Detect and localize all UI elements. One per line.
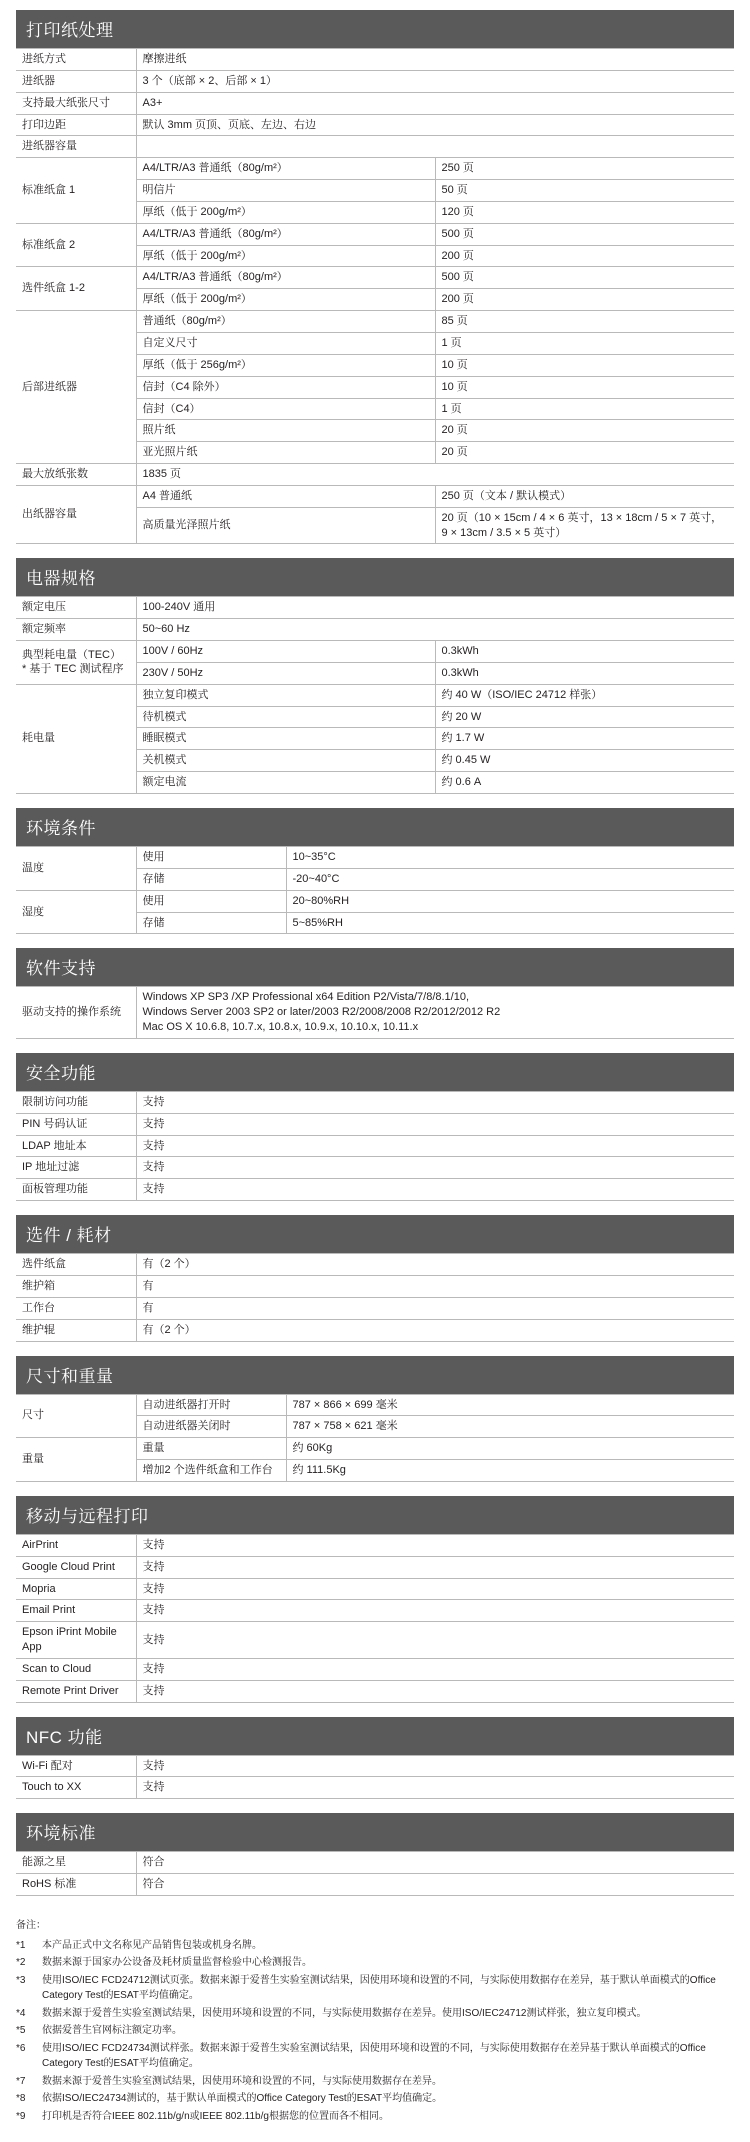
row-sublabel: 厚纸（低于 200g/m²） [136,289,435,311]
row-label: 标准纸盒 2 [16,223,136,267]
row-value: 500 页 [435,267,734,289]
row-value: 有（2 个） [136,1254,734,1276]
note-item [16,1955,734,1971]
row-label: 重量 [16,1438,136,1482]
row-sublabel: 关机模式 [136,750,435,772]
row-value: 约 0.6 A [435,772,734,794]
row-value: 符合 [136,1874,734,1896]
note-text: 数据来源于爱普生实验室测试结果，因使用环境和设置的不同，与实际使用数据存在差异。 [42,2075,442,2087]
row-label: Epson iPrint Mobile App [16,1622,136,1659]
row-label: 进纸方式 [16,49,136,71]
row-value: 50~60 Hz [136,619,734,641]
note-text: 本产品正式中文名称见产品销售包装或机身名牌。 [42,1939,262,1951]
row-value: 1 页 [435,332,734,354]
note-text: 使用ISO/IEC FCD24734测试样张。数据来源于爱普生实验室测试结果，因使用环境和设置的不同，与实际使用数据存在差异基于默认单面模式的Office Category Test的ESAT平均值确定。 [42,2042,706,2069]
section-header-software: 软件支持 [16,948,734,986]
row-sublabel: 存储 [136,912,286,934]
table-row [16,1680,734,1702]
table-row [16,597,734,619]
row-value: 约 1.7 W [435,728,734,750]
row-value: 支持 [136,1600,734,1622]
row-value: 有（2 个） [136,1319,734,1341]
row-label: Mopria [16,1578,136,1600]
row-label: 典型耗电量（TEC） * 基于 TEC 测试程序 [16,641,136,685]
row-label: 工作台 [16,1297,136,1319]
row-sublabel: 信封（C4） [136,398,435,420]
table-row [16,136,734,158]
note-marker: *2 [16,1957,26,1968]
row-sublabel: A4/LTR/A3 普通纸（80g/m²） [136,267,435,289]
table-row [16,267,734,289]
note-item [16,1973,734,2004]
row-sublabel: A4/LTR/A3 普通纸（80g/m²） [136,223,435,245]
row-value: 支持 [136,1622,734,1659]
row-value: 1835 页 [136,464,734,486]
row-label: RoHS 标准 [16,1874,136,1896]
section-header-electrical: 电器规格 [16,558,734,596]
row-value: 20 页 [435,442,734,464]
row-label: 限制访问功能 [16,1091,136,1113]
row-value: 100-240V 通用 [136,597,734,619]
table-row [16,847,734,869]
table-row [16,70,734,92]
row-value: 50 页 [435,180,734,202]
note-marker: *9 [16,2110,26,2122]
table-row [16,619,734,641]
row-label: 打印边距 [16,114,136,136]
table-row [16,158,734,180]
table-row [16,1275,734,1297]
row-sublabel: 存储 [136,868,286,890]
row-label: 维护辊 [16,1319,136,1341]
section-header-dimensions: 尺寸和重量 [16,1356,734,1394]
row-value: 3 个（底部 × 2、后部 × 1） [136,70,734,92]
note-marker: *4 [16,2007,26,2019]
row-value: 支持 [136,1680,734,1702]
row-value: Windows XP SP3 /XP Professional x64 Edition P2/Vista/7/8/8.1/10, Windows Server 2003 SP2 or later/2003 R2/2008/2008 R2/2012/2012 R2 Mac OS X 10.6.8, 10.7.x, 10.8.x, 10.9.x, 10.10.x, 10.11.x [136,987,734,1039]
note-text: 打印机是否符合IEEE 802.11b/g/n或IEEE 802.11b/g根据您的位置而各不相同。 [42,2110,389,2122]
row-sublabel: 额定电流 [136,772,435,794]
row-sublabel: 照片纸 [136,420,435,442]
table-row [16,1113,734,1135]
row-sublabel: 普通纸（80g/m²） [136,311,435,333]
note-item [16,2023,734,2039]
table-row [16,1600,734,1622]
note-marker: *6 [16,2042,26,2054]
row-value: 支持 [136,1135,734,1157]
note-text: 数据来源于爱普生实验室测试结果，因使用环境和设置的不同，与实际使用数据存在差异。使用ISO/IEC24712测试样张，独立复印模式。 [42,2007,647,2019]
row-value: 200 页 [435,289,734,311]
spec-sections [16,10,734,1896]
row-value: 1 页 [435,398,734,420]
row-value: 支持 [136,1556,734,1578]
table-row [16,1534,734,1556]
spec-table-mobile [16,1534,734,1703]
row-value: 0.3kWh [435,662,734,684]
row-label: LDAP 地址本 [16,1135,136,1157]
note-text: 数据来源于国家办公设备及耗材质量监督检验中心检测报告。 [42,1957,312,1968]
table-row [16,890,734,912]
spec-table-dimensions [16,1394,734,1482]
row-value: 200 页 [435,245,734,267]
row-label: 进纸器 [16,70,136,92]
row-label: 驱动支持的操作系统 [16,987,136,1039]
table-row [16,1777,734,1799]
row-label: Email Print [16,1600,136,1622]
row-label: Wi-Fi 配对 [16,1755,136,1777]
row-value: 500 页 [435,223,734,245]
row-value: 787 × 866 × 699 毫米 [286,1394,734,1416]
row-label: 后部进纸器 [16,311,136,464]
row-label: Scan to Cloud [16,1658,136,1680]
row-label: 维护箱 [16,1275,136,1297]
row-label: 耗电量 [16,684,136,793]
table-row [16,311,734,333]
note-item [16,2109,734,2125]
row-label: Google Cloud Print [16,1556,136,1578]
row-value: 约 0.45 W [435,750,734,772]
spec-table-environment [16,846,734,934]
table-row [16,1438,734,1460]
table-row [16,1755,734,1777]
table-row [16,1254,734,1276]
table-row [16,485,734,507]
row-value: 10 页 [435,354,734,376]
row-sublabel: 厚纸（低于 200g/m²） [136,245,435,267]
row-value: 约 60Kg [286,1438,734,1460]
row-label: 选件纸盒 1-2 [16,267,136,311]
row-value: 10 页 [435,376,734,398]
row-label: 进纸器容量 [16,136,136,158]
row-value: 20 页 [435,420,734,442]
row-value: 支持 [136,1157,734,1179]
row-label: 面板管理功能 [16,1179,136,1201]
table-row [16,464,734,486]
row-label: 能源之星 [16,1852,136,1874]
table-row [16,1091,734,1113]
row-sublabel: A4/LTR/A3 普通纸（80g/m²） [136,158,435,180]
table-row [16,1852,734,1874]
row-label: 最大放纸张数 [16,464,136,486]
row-sublabel: 使用 [136,847,286,869]
row-value [136,136,734,158]
row-sublabel: 自定义尺寸 [136,332,435,354]
row-value: 支持 [136,1755,734,1777]
spec-table-paper_handling [16,48,734,544]
table-row [16,1297,734,1319]
note-marker: *7 [16,2075,26,2087]
row-label: 尺寸 [16,1394,136,1438]
table-row [16,49,734,71]
row-value: -20~40°C [286,868,734,890]
section-header-options: 选件 / 耗材 [16,1215,734,1253]
notes-list [16,1938,734,2125]
row-sublabel: 明信片 [136,180,435,202]
table-row [16,1135,734,1157]
table-row [16,1578,734,1600]
row-value: 120 页 [435,201,734,223]
row-sublabel: 自动进纸器关闭时 [136,1416,286,1438]
row-value: 85 页 [435,311,734,333]
row-value: 约 20 W [435,706,734,728]
note-marker: *3 [16,1974,26,1986]
row-label: 支持最大纸张尺寸 [16,92,136,114]
spec-table-nfc [16,1755,734,1800]
row-value: 支持 [136,1777,734,1799]
note-item [16,2006,734,2022]
row-value: A3+ [136,92,734,114]
row-value: 有 [136,1275,734,1297]
section-header-eco: 环境标准 [16,1813,734,1851]
row-label: 额定电压 [16,597,136,619]
row-value: 支持 [136,1091,734,1113]
row-sublabel: 230V / 50Hz [136,662,435,684]
row-value: 支持 [136,1534,734,1556]
table-row [16,223,734,245]
row-sublabel: 睡眠模式 [136,728,435,750]
row-sublabel: 独立复印模式 [136,684,435,706]
note-text: 依据爱普生官网标注额定功率。 [42,2025,182,2036]
row-sublabel: 待机模式 [136,706,435,728]
row-value: 5~85%RH [286,912,734,934]
row-label: 出纸器容量 [16,485,136,544]
row-value: 10~35°C [286,847,734,869]
row-value: 默认 3mm 页顶、页底、左边、右边 [136,114,734,136]
row-value: 摩擦进纸 [136,49,734,71]
notes-block [16,1918,734,2124]
table-row [16,641,734,663]
note-item [16,2091,734,2107]
row-sublabel: 亚光照片纸 [136,442,435,464]
row-value: 250 页（文本 / 默认模式） [435,485,734,507]
row-label: 选件纸盒 [16,1254,136,1276]
section-header-security: 安全功能 [16,1053,734,1091]
table-row [16,114,734,136]
row-sublabel: A4 普通纸 [136,485,435,507]
row-value: 20 页（10 × 15cm / 4 × 6 英寸，13 × 18cm / 5 × 7 英寸，9 × 13cm / 3.5 × 5 英寸） [435,507,734,544]
section-header-paper_handling: 打印纸处理 [16,10,734,48]
row-value: 符合 [136,1852,734,1874]
table-row [16,1319,734,1341]
note-marker: *1 [16,1939,26,1951]
section-header-environment: 环境条件 [16,808,734,846]
section-header-nfc: NFC 功能 [16,1717,734,1755]
spec-table-security [16,1091,734,1201]
row-value: 支持 [136,1578,734,1600]
note-item [16,2041,734,2072]
table-row [16,92,734,114]
row-sublabel: 自动进纸器打开时 [136,1394,286,1416]
spec-table-options [16,1253,734,1341]
spec-table-eco [16,1851,734,1896]
row-value: 20~80%RH [286,890,734,912]
row-sublabel: 信封（C4 除外） [136,376,435,398]
row-value: 约 111.5Kg [286,1460,734,1482]
row-label: AirPrint [16,1534,136,1556]
row-value: 约 40 W（ISO/IEC 24712 样张） [435,684,734,706]
note-item [16,2074,734,2090]
row-sublabel: 厚纸（低于 256g/m²） [136,354,435,376]
note-text: 使用ISO/IEC FCD24712测试页张。数据来源于爱普生实验室测试结果，因使用环境和设置的不同，与实际使用数据存在差异，基于默认单面模式的Office Category Test的ESAT平均值确定。 [42,1974,716,2001]
row-value: 支持 [136,1658,734,1680]
row-label: IP 地址过滤 [16,1157,136,1179]
row-value: 支持 [136,1113,734,1135]
section-header-mobile: 移动与远程打印 [16,1496,734,1534]
table-row [16,1394,734,1416]
row-sublabel: 重量 [136,1438,286,1460]
table-row [16,1658,734,1680]
note-text: 依据ISO/IEC24734测试的，基于默认单面模式的Office Category Test的ESAT平均值确定。 [42,2093,443,2104]
row-value: 250 页 [435,158,734,180]
row-sublabel: 厚纸（低于 200g/m²） [136,201,435,223]
row-sublabel: 高质量光泽照片纸 [136,507,435,544]
row-label: Remote Print Driver [16,1680,136,1702]
row-label: 湿度 [16,890,136,934]
row-label: Touch to XX [16,1777,136,1799]
row-value: 有 [136,1297,734,1319]
table-row [16,1179,734,1201]
row-label: 标准纸盒 1 [16,158,136,224]
row-sublabel: 增加2 个选件纸盒和工作台 [136,1460,286,1482]
row-sublabel: 100V / 60Hz [136,641,435,663]
note-marker: *5 [16,2025,26,2036]
table-row [16,1622,734,1659]
note-item [16,1938,734,1954]
row-label: PIN 号码认证 [16,1113,136,1135]
notes-title: 备注： [16,1920,46,1931]
note-marker: *8 [16,2093,26,2104]
row-value: 0.3kWh [435,641,734,663]
row-label: 额定频率 [16,619,136,641]
row-value: 787 × 758 × 621 毫米 [286,1416,734,1438]
table-row [16,987,734,1039]
spec-table-electrical [16,596,734,794]
table-row [16,684,734,706]
row-value: 支持 [136,1179,734,1201]
table-row [16,1157,734,1179]
table-row [16,1556,734,1578]
row-label: 温度 [16,847,136,891]
table-row [16,1874,734,1896]
row-sublabel: 使用 [136,890,286,912]
spec-table-software [16,986,734,1039]
